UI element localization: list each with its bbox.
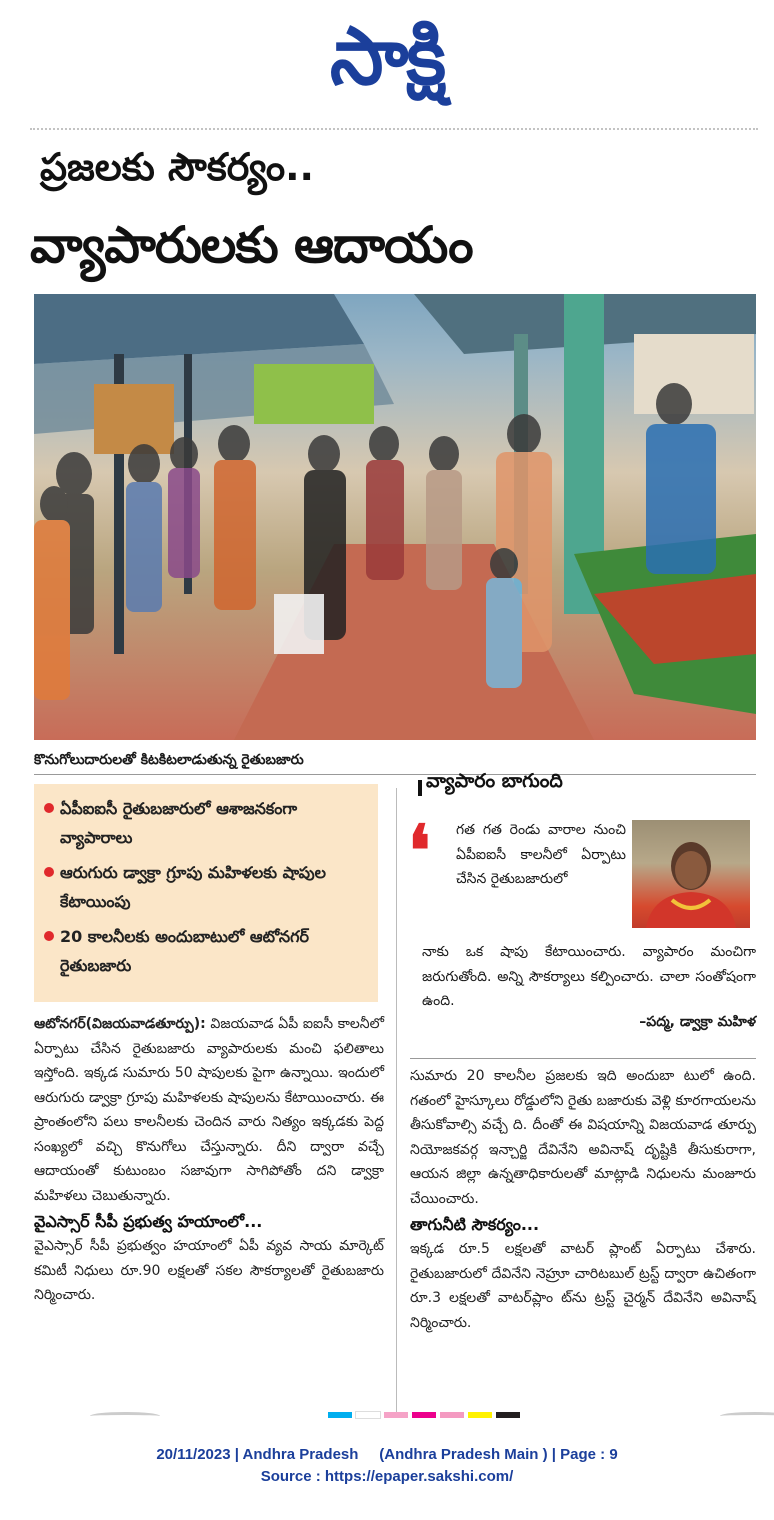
photo-caption: కొనుగోలుదారులతో కిటకిటలాడుతున్న రైతుబజారు: [34, 752, 304, 768]
market-photo: [34, 294, 756, 740]
registration-swatch: [356, 1412, 380, 1418]
box-title-marker: [418, 780, 422, 796]
dateline: ఆటోనగర్(విజయవాడతూర్పు):: [34, 1016, 206, 1032]
quote-box-title: వ్యాపారం బాగుంది: [426, 770, 563, 792]
lead-paragraph: [34, 1012, 384, 1208]
portrait-illustration: [632, 820, 750, 928]
headline-main: వ్యాపారులకు ఆదాయం: [30, 216, 473, 274]
registration-swatch: [440, 1412, 464, 1418]
left-column: [34, 1012, 384, 1308]
registration-swatch: [328, 1412, 352, 1418]
paragraph-funds: వైఎస్సార్ సీపీ ప్రభుత్వం హయాంలో ఏపీ వ్యవ సాయ మార్కెట్ కమిటీ నిధులు రూ.90 లక్షలతో సకల సౌకర్యాలతో రైతుబజారు నిర్మించారు.: [34, 1238, 384, 1303]
highlight-item: 20 కాలనీలకు అందుబాటులో ఆటోనగర్ రైతుబజారు: [42, 922, 368, 980]
footer-source-line: Source : https://epaper.sakshi.com/: [260, 1468, 514, 1485]
newspaper-clipping: [30, 128, 758, 1428]
subhead-govt: వైఎస్సార్ సీపీ ప్రభుత్వ హయాంలో...: [34, 1212, 263, 1231]
market-scene-illustration: [34, 294, 756, 740]
masthead: [0, 8, 774, 108]
headline-top: ప్రజలకు సౌకర్యం..: [40, 145, 314, 189]
registration-swatch: [412, 1412, 436, 1418]
highlight-item: ఏపీఐఐసీ రైతుబజారులో ఆశాజనకంగా వ్యాపారాలు: [42, 794, 368, 852]
padma-portrait: [632, 820, 750, 928]
registration-swatch: [468, 1412, 492, 1418]
highlights-box: [34, 784, 378, 1002]
bullet-icon: [44, 931, 54, 941]
bullet-icon: [44, 803, 54, 813]
paragraph-colonies: సుమారు 20 కాలనీల ప్రజలకు ఇది అందుబా టులో ఉంది. గతంలో హైస్కూలు రోడ్డులోని రైతు బజారుకు వెళ్లి కూరగాయలను తీసుకోవాల్సి వచ్చే ది. దీంతో ఈ విషయాన్ని విజయవాడ తూర్పు నియోజకవర్గ ఇన్చార్జి దేవినేని అవినాష్ దృష్టికి తీసుకురాగా, ఆయన జిల్లా ఉన్నతాధికారులతో మాట్లాడి నిధులను మంజూరు చేయించారు.: [410, 1068, 756, 1207]
page-footer: [0, 1444, 774, 1488]
color-registration-bar: [328, 1412, 548, 1418]
right-column: [410, 1064, 756, 1335]
top-rule: [30, 128, 758, 134]
footer-edition-line: 20/11/2023 | Andhra Pradesh (Andhra Pradesh Main ) | Page : 9: [156, 1446, 618, 1463]
registration-mark-left: [90, 1412, 160, 1420]
column-divider: [396, 788, 397, 1418]
paragraph-water: ఇక్కడ రూ.5 లక్షలతో వాటర్ ప్లాంట్ ఏర్పాటు చేశారు. రైతుబజారులో దేవినేని నెహ్రూ చారిటబుల్ ట్రస్ట్ ద్వారా ఉచితంగా రూ.3 లక్షలతో వాటర్‌ప్లాం ట్‌ను ట్రస్ట్ చైర్మన్ దేవినేని అవినాష్ నిర్మించారు.: [410, 1241, 756, 1331]
quote-text-part2: నాకు ఒక షాపు కేటాయించారు. వ్యాపారం మంచిగా జరుగుతోంది. అన్ని సౌకర్యాలు కల్పించారు. చాలా సంతోషంగా ఉంది.: [422, 944, 756, 1009]
registration-swatch: [384, 1412, 408, 1418]
signature-rule: [410, 1058, 756, 1059]
registration-swatch: [496, 1412, 520, 1418]
registration-mark-right: [720, 1412, 774, 1420]
quote-icon: ❛: [408, 809, 431, 892]
quote-text-part1: గత గత రెండు వారాల నుంచి ఏపీఐఐసీ కాలనీలో ఏర్పాటు చేసిన రైతుబజారులో: [456, 822, 626, 887]
subhead-water: తాగునీటి సౌకర్యం...: [410, 1215, 540, 1234]
quote-signature: –పద్మ, డ్వాక్రా మహిళ: [639, 1014, 756, 1030]
lead-body: విజయవాడ ఏపీ ఐఐసీ కాలనీలో ఏర్పాటు చేసిన రైతుబజారు వ్యాపారులకు మంచి ఫలితాలు ఇస్తోంది. ఇక్కడ సుమారు 50 షాపులకు పైగా ఉన్నాయి. ఇందులో ఆరుగురు డ్వాక్రా గ్రూపు మహిళలకు షాపులను కేటాయించారు. ఈ ప్రాంతంలోని పలు కాలనీలకు చెందిన వారు నిత్యం ఇక్కడకు పెద్ద సంఖ్యలో వచ్చి కొనుగోలు చేస్తున్నారు. దీని ద్వారా వచ్చే ఆదాయంతో కుటుంబం సజావుగా సాగిపోతోం దని డ్వాక్రా మహిళలు చెబుతున్నారు.: [34, 1016, 384, 1204]
highlight-item: ఆరుగురు డ్వాక్రా గ్రూపు మహిళలకు షాపుల కేటాయింపు: [42, 858, 368, 916]
bullet-icon: [44, 867, 54, 877]
sakshi-logo: సాక్షి: [329, 8, 445, 103]
